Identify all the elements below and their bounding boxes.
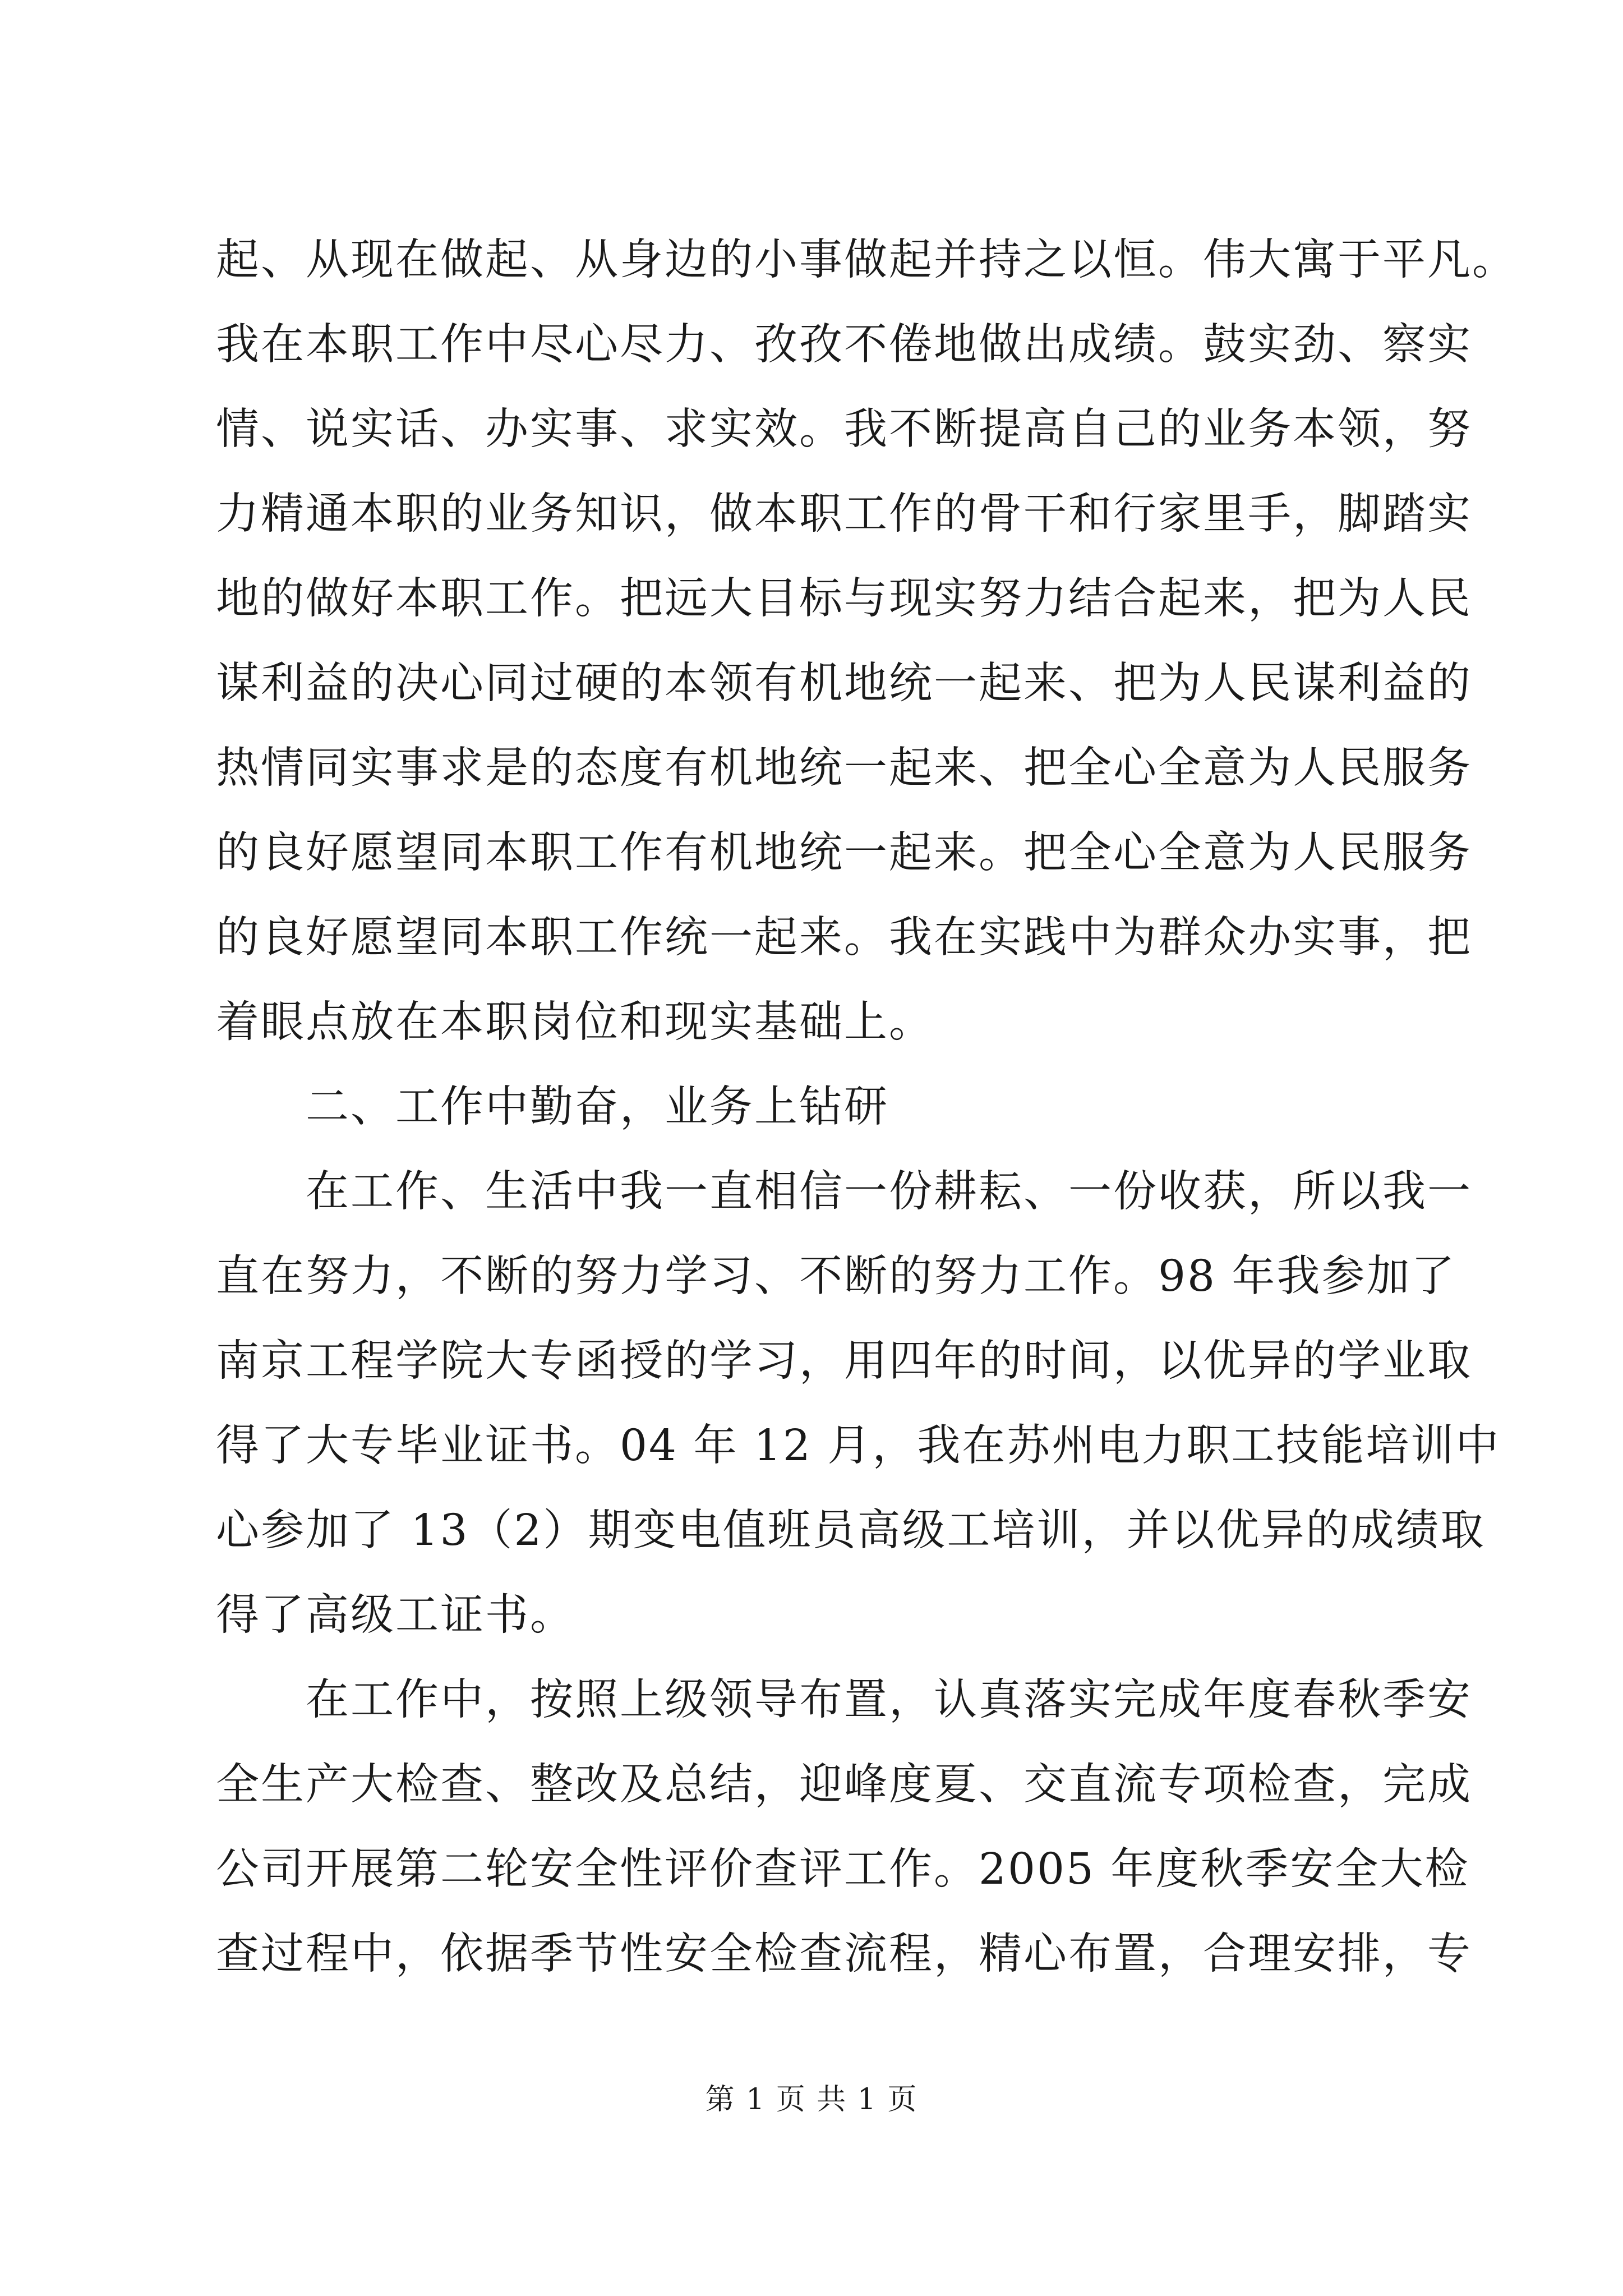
body-line: 地的做好本职工作。把远大目标与现实努力结合起来，把为人民 [216,574,1472,624]
body-line: 热情同实事求是的态度有机地统一起来、把全心全意为人民服务 [216,743,1472,793]
body-line: 直在努力，不断的努力学习、不断的努力工作。98 年我参加了 [216,1251,1456,1301]
body-line: 得了大专毕业证书。04 年 12 月，我在苏州电力职工技能培训中 [216,1421,1501,1471]
body-line: 情、说实话、办实事、求实效。我不断提高自己的业务本领，努 [216,404,1472,454]
body-line: 力精通本职的业务知识，做本职工作的骨干和行家里手，脚踏实 [216,489,1472,539]
body-line: 公司开展第二轮安全性评价查评工作。2005 年度秋季安全大检 [216,1844,1470,1894]
body-line: 谋利益的决心同过硬的本领有机地统一起来、把为人民谋利益的 [216,659,1472,708]
document-body [216,218,1517,1996]
body-line: 着眼点放在本职岗位和现实基础上。 [216,997,934,1047]
body-line: 我在本职工作中尽心尽力、孜孜不倦地做出成绩。鼓实劲、察实 [216,320,1472,370]
body-line: 在工作中，按照上级领导布置，认真落实完成年度春秋季安 [306,1675,1472,1725]
body-line: 南京工程学院大专函授的学习，用四年的时间，以优异的学业取 [216,1336,1472,1386]
body-line: 查过程中，依据季节性安全检查流程，精心布置，合理安排，专 [216,1929,1472,1979]
body-line: 起、从现在做起、从身边的小事做起并持之以恒。伟大寓于平凡。 [216,235,1517,285]
body-line: 全生产大检查、整改及总结，迎峰度夏、交直流专项检查，完成 [216,1760,1472,1810]
body-line: 在工作、生活中我一直相信一份耕耘、一份收获，所以我一 [306,1167,1472,1217]
body-line: 得了高级工证书。 [216,1590,575,1640]
page-footer: 第 1 页 共 1 页 [705,2083,918,2116]
body-line: 的良好愿望同本职工作统一起来。我在实践中为群众办实事，把 [216,913,1472,963]
body-line: 的良好愿望同本职工作有机地统一起来。把全心全意为人民服务 [216,828,1472,878]
body-line: 心参加了 13（2）期变电值班员高级工培训，并以优异的成绩取 [216,1506,1486,1556]
section-heading: 二、工作中勤奋，业务上钻研 [306,1082,889,1132]
